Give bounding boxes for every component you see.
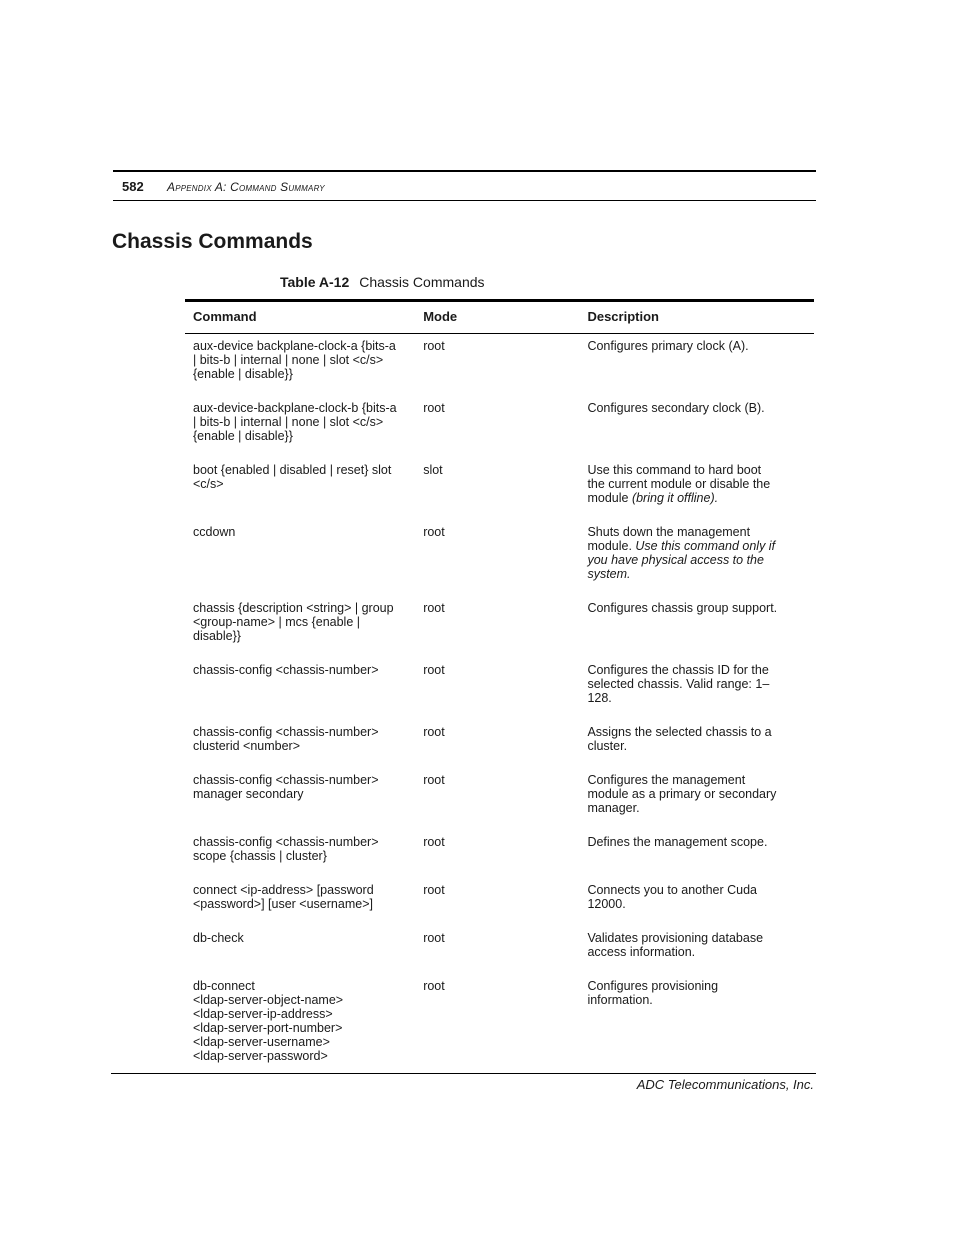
command-line: aux-device backplane-clock-a {bits-a: [193, 339, 396, 353]
table-row: [185, 596, 814, 658]
column-header-command: Command: [185, 301, 415, 334]
command-line: scope {chassis | cluster}: [193, 849, 327, 863]
description-cell: [579, 878, 814, 926]
mode-cell: slot: [423, 463, 443, 477]
command-line: <group-name> | mcs {enable |: [193, 615, 361, 629]
description-cell: [579, 458, 814, 520]
command-line: db-connect: [193, 979, 255, 993]
table-header: [185, 301, 814, 334]
description-line: module as a primary or secondary: [587, 787, 777, 801]
description-text: Shuts down the management: [587, 525, 751, 539]
command-cell: [185, 520, 415, 596]
description-line: cluster.: [587, 739, 628, 753]
command-cell: [185, 926, 415, 974]
table-body: [185, 334, 814, 1079]
description-text: the current module or disable the: [587, 477, 771, 491]
mode-cell: root: [423, 663, 445, 677]
description-emphasis: (bring it offline).: [631, 491, 719, 505]
footer-rule: [111, 1073, 816, 1074]
description-cell: [579, 830, 814, 878]
table-row: [185, 334, 814, 397]
description-cell: [579, 334, 814, 397]
table-row: [185, 396, 814, 458]
command-line: <ldap-server-password>: [193, 1049, 328, 1063]
table-row: [185, 830, 814, 878]
description-cell: [579, 596, 814, 658]
description-cell: [579, 658, 814, 720]
description-cell: [579, 720, 814, 768]
command-line: disable}}: [193, 629, 241, 643]
mode-cell: root: [423, 931, 445, 945]
description-line: Connects you to another Cuda: [587, 883, 758, 897]
command-line: <password>] [user <username>]: [193, 897, 373, 911]
running-header: [113, 170, 816, 201]
description-line: information.: [587, 993, 653, 1007]
table-row: [185, 768, 814, 830]
mode-cell: root: [423, 401, 445, 415]
description-line: [587, 477, 806, 491]
mode-cell: root: [423, 601, 445, 615]
description-line: Assigns the selected chassis to a: [587, 725, 772, 739]
column-header-description: Description: [579, 301, 814, 334]
description-cell: [579, 396, 814, 458]
command-line: chassis-config <chassis-number>: [193, 663, 379, 677]
command-line: <ldap-server-ip-address>: [193, 1007, 333, 1021]
mode-cell: root: [423, 339, 445, 353]
table-row: [185, 720, 814, 768]
description-line: 128.: [587, 691, 612, 705]
table-caption-label: Table A-12: [280, 274, 350, 290]
description-line: Defines the management scope.: [587, 835, 768, 849]
description-line: Configures provisioning: [587, 979, 719, 993]
description-line: Configures the chassis ID for the: [587, 663, 769, 677]
description-text: module: [587, 491, 632, 505]
description-cell: [579, 768, 814, 830]
command-line: <ldap-server-port-number>: [193, 1021, 343, 1035]
command-cell: [185, 974, 415, 1078]
page-number: 582: [122, 179, 144, 194]
command-cell: [185, 878, 415, 926]
description-line: Configures secondary clock (B).: [587, 401, 765, 415]
description-emphasis-line: system.: [587, 567, 631, 581]
mode-cell: root: [423, 979, 445, 993]
command-line: db-check: [193, 931, 244, 945]
command-line: chassis {description <string> | group: [193, 601, 394, 615]
description-line: Configures chassis group support.: [587, 601, 778, 615]
commands-table: [185, 299, 814, 1078]
command-line: {enable | disable}}: [193, 429, 293, 443]
table-caption: [280, 274, 485, 290]
command-line: manager secondary: [193, 787, 304, 801]
command-line: <c/s>: [193, 477, 224, 491]
mode-cell: root: [423, 835, 445, 849]
mode-cell: root: [423, 525, 445, 539]
description-line: access information.: [587, 945, 696, 959]
description-line: [587, 463, 806, 477]
description-line: manager.: [587, 801, 640, 815]
description-line: selected chassis. Valid range: 1–: [587, 677, 770, 691]
command-line: ccdown: [193, 525, 236, 539]
description-line: 12000.: [587, 897, 626, 911]
table-row: [185, 974, 814, 1078]
description-line: Configures primary clock (A).: [587, 339, 749, 353]
mode-cell: root: [423, 725, 445, 739]
command-line: connect <ip-address> [password: [193, 883, 374, 897]
mode-cell: root: [423, 773, 445, 787]
command-cell: [185, 596, 415, 658]
description-cell: [579, 974, 814, 1078]
running-title: Appendix A: Command Summary: [167, 180, 325, 194]
section-title: Chassis Commands: [112, 230, 313, 253]
footer-company: ADC Telecommunications, Inc.: [636, 1077, 814, 1092]
description-line: [587, 491, 806, 505]
command-line: chassis-config <chassis-number>: [193, 773, 379, 787]
description-text: module.: [587, 539, 636, 553]
description-line: [587, 539, 806, 553]
column-header-mode: Mode: [415, 301, 579, 334]
description-emphasis: Use this command only if: [635, 539, 776, 553]
command-line: <ldap-server-username>: [193, 1035, 330, 1049]
description-line: Validates provisioning database: [587, 931, 764, 945]
description-emphasis-line: you have physical access to the: [587, 553, 764, 567]
command-line: | bits-b | internal | none | slot <c/s>: [193, 353, 384, 367]
mode-cell: root: [423, 883, 445, 897]
command-cell: [185, 334, 415, 397]
table-row: [185, 458, 814, 520]
table-row: [185, 520, 814, 596]
description-text: Use this command to hard boot: [587, 463, 762, 477]
command-cell: [185, 768, 415, 830]
description-line: [587, 525, 806, 539]
command-line: boot {enabled | disabled | reset} slot: [193, 463, 392, 477]
command-cell: [185, 458, 415, 520]
table-caption-text: Chassis Commands: [359, 274, 485, 290]
command-line: {enable | disable}}: [193, 367, 293, 381]
command-line: <ldap-server-object-name>: [193, 993, 344, 1007]
command-cell: [185, 720, 415, 768]
command-cell: [185, 396, 415, 458]
command-line: | bits-b | internal | none | slot <c/s>: [193, 415, 384, 429]
table-row: [185, 658, 814, 720]
description-cell: [579, 926, 814, 974]
table-row: [185, 878, 814, 926]
command-line: chassis-config <chassis-number>: [193, 725, 379, 739]
command-line: clusterid <number>: [193, 739, 301, 753]
command-cell: [185, 658, 415, 720]
table-row: [185, 926, 814, 974]
command-line: aux-device-backplane-clock-b {bits-a: [193, 401, 397, 415]
table-header-row: [185, 301, 814, 334]
description-line: Configures the management: [587, 773, 746, 787]
command-cell: [185, 830, 415, 878]
command-line: chassis-config <chassis-number>: [193, 835, 379, 849]
description-cell: [579, 520, 814, 596]
